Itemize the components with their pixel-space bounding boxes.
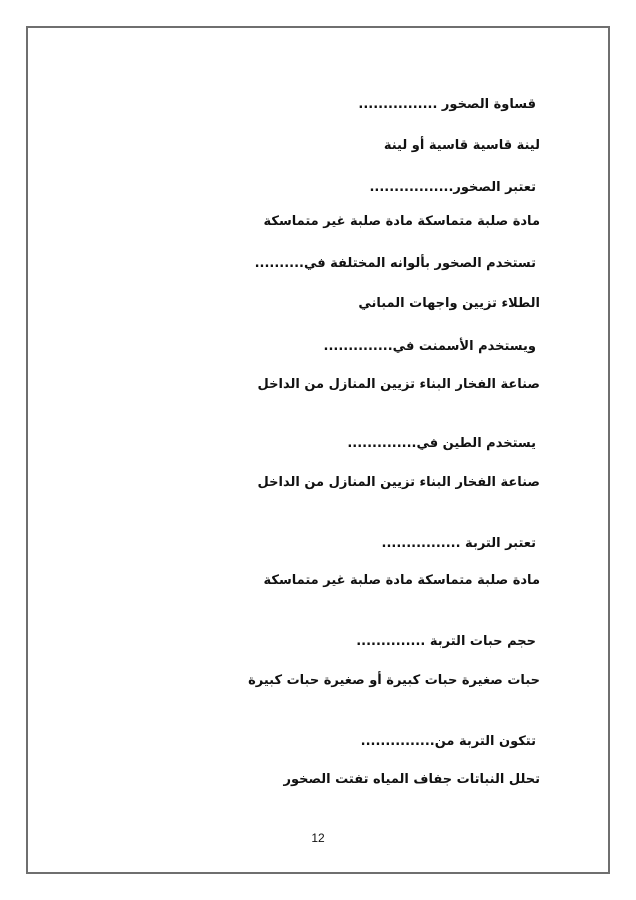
- question-3: تستخدم الصخور بألوانه المختلفة في..........: [254, 256, 536, 271]
- question-7: حجم حبات التربة ..............: [356, 634, 536, 649]
- answer-options-7: حبات صغيرة حبات كبيرة أو صغيرة حبات كبيرة: [248, 673, 540, 688]
- question-4: ويستخدم الأسمنت في..............: [323, 339, 536, 354]
- answer-options-4: صناعة الفخار البناء تزيين المنازل من الداخل: [257, 377, 540, 392]
- answer-options-5: صناعة الفخار البناء تزيين المنازل من الداخل: [257, 475, 540, 490]
- question-1: قساوة الصخور ................: [358, 97, 536, 112]
- question-5: يستخدم الطين في..............: [347, 436, 536, 451]
- answer-options-6: مادة صلبة متماسكة مادة صلبة غير متماسكة: [263, 573, 540, 588]
- answer-options-2: مادة صلبة متماسكة مادة صلبة غير متماسكة: [263, 214, 540, 229]
- question-6: تعتبر التربة ................: [381, 536, 536, 551]
- answer-options-8: تحلل النباتات جفاف المياه تفتت الصخور: [283, 772, 540, 787]
- page-number: 12: [311, 831, 325, 845]
- question-2: تعتبر الصخور.................: [369, 180, 536, 195]
- answer-options-1: لينة قاسية قاسية أو لينة: [383, 138, 540, 153]
- question-8: تتكون التربة من...............: [360, 734, 536, 749]
- answer-options-3: الطلاء تزيين واجهات المباني: [358, 296, 540, 311]
